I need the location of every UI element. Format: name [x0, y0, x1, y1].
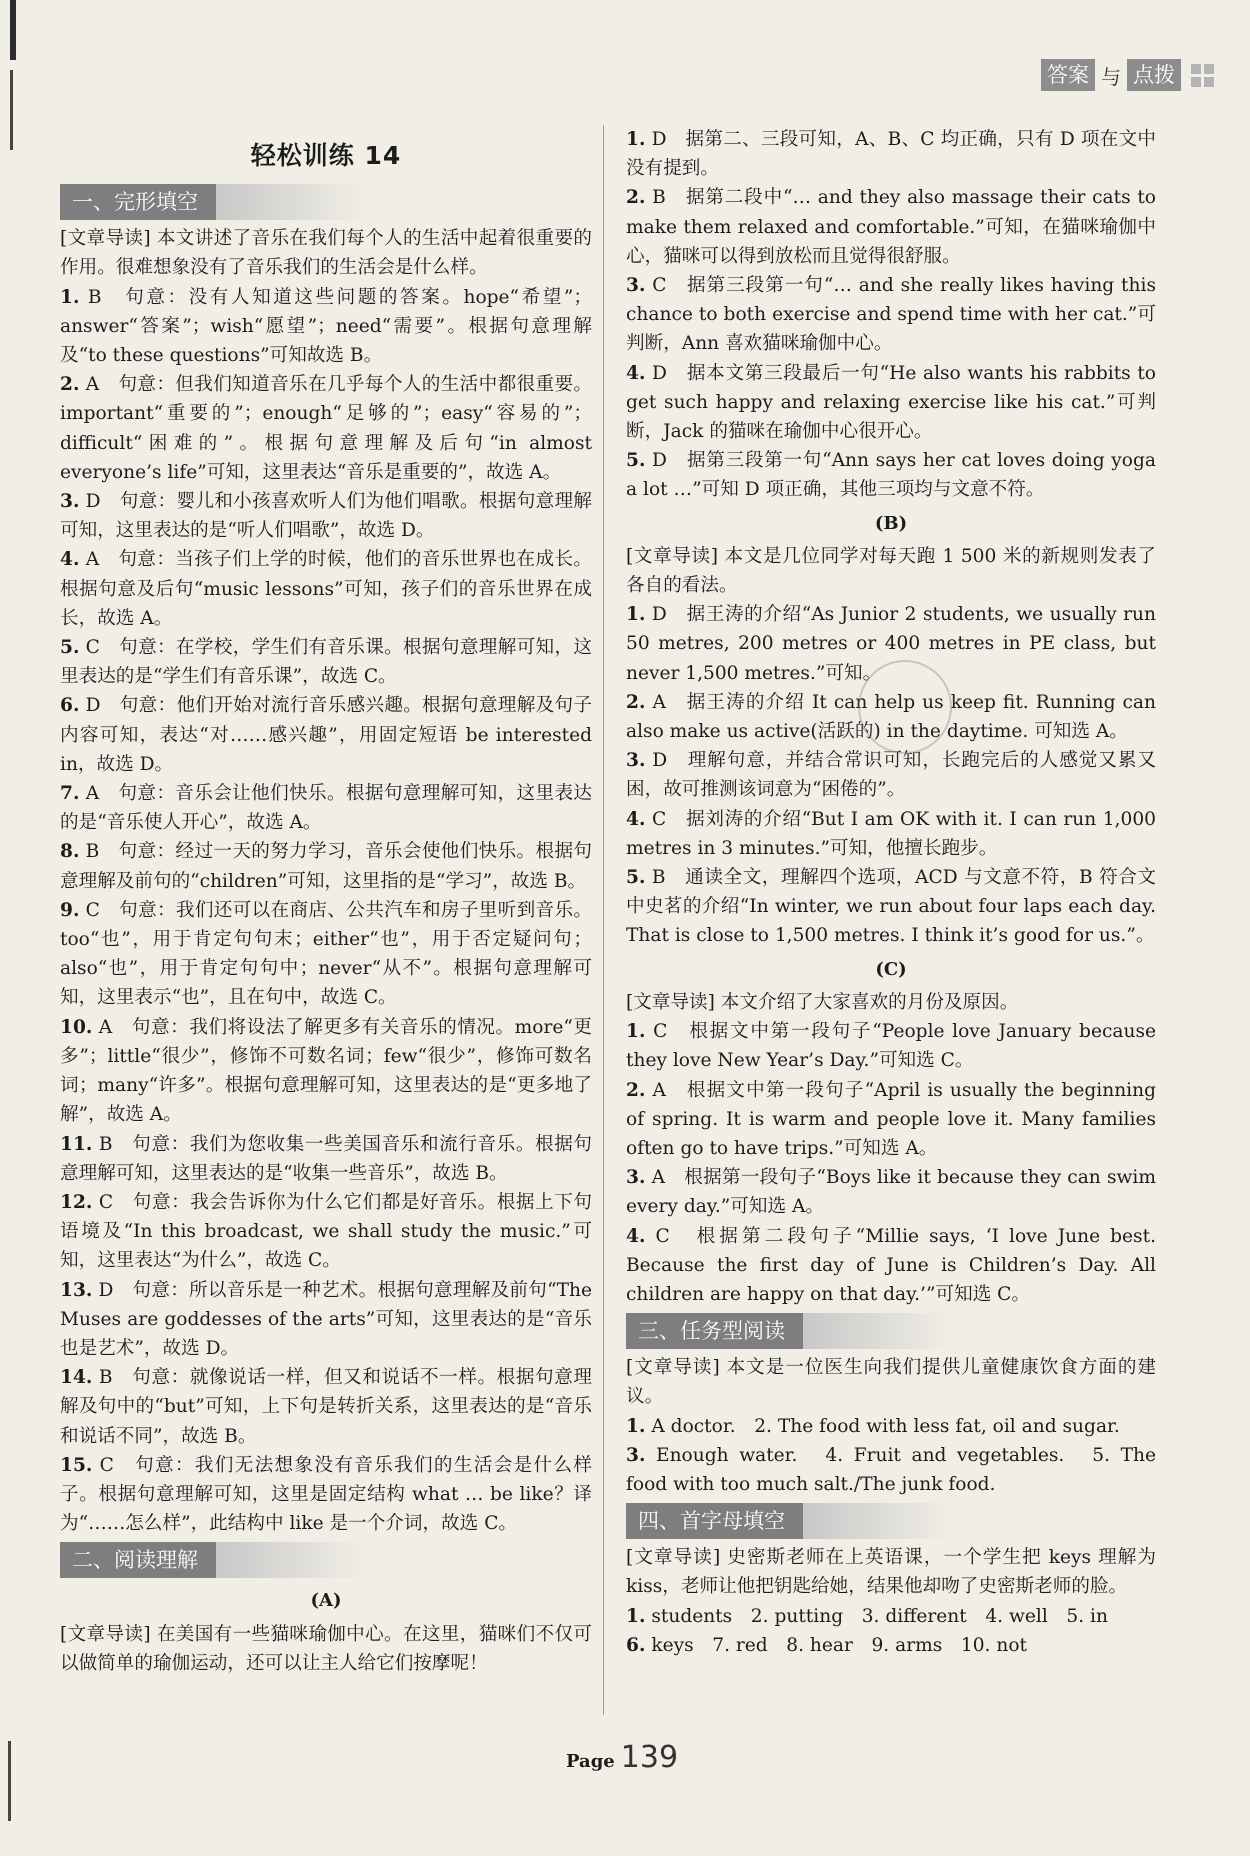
answer-text: C 根据第二段句子“Millie says, ‘I love June best. Because the first day of June is Children’s Day. All children are happy on that day.’”可知选 C。	[626, 1225, 1156, 1305]
answer-number: 3.	[626, 1444, 646, 1466]
subsection-heading: (A)	[310, 1590, 342, 1612]
section-heading: 四、首字母填空	[626, 1503, 803, 1539]
answer-text: A 根据文中第一段句子“April is usually the beginning of spring. It is warm and people love it. Many families often go to have trips.”可知选 A。	[626, 1079, 1156, 1159]
brand-right: 点拨	[1127, 59, 1181, 91]
answer-text: D 句意：他们开始对流行音乐感兴趣。根据句意理解及句子内容可知，表达“对……感兴趣”，用固定短语 be interested in，故选 D。	[60, 695, 592, 775]
page-word: Page	[566, 1751, 615, 1772]
answer-number: 14.	[60, 1367, 93, 1389]
answer-number: 6.	[60, 695, 80, 717]
answer-paragraph	[626, 1412, 1156, 1441]
brand-left: 答案	[1041, 59, 1095, 91]
answer-text: C 句意：我们无法想象没有音乐我们的生活会是什么样子。根据句意理解可知，这里是固定结构 what … be like？译为“……怎么样”，此结构中 like 是一个介词，故选 C。	[60, 1454, 592, 1535]
answer-paragraph	[626, 988, 1156, 1017]
answer-number: 2.	[60, 374, 80, 396]
answer-text: A 句意：当孩子们上学的时候，他们的音乐世界也在成长。根据句意及后句“music lessons”可知，孩子们的音乐世界在成长，故选 A。	[60, 549, 592, 629]
answer-text: students 2. putting 3. different 4. well 5. in	[645, 1605, 1108, 1627]
column-divider	[603, 125, 604, 1715]
answer-paragraph	[60, 691, 592, 779]
answer-text: B 句意：没有人知道这些问题的答案。hope“希望”；answer“答案”；wish“愿望”；need“需要”。根据句意理解及“to these questions”可知故选 B。	[60, 286, 592, 367]
answer-paragraph	[60, 224, 592, 282]
answer-paragraph	[60, 837, 592, 895]
page-number: 139	[620, 1740, 679, 1775]
answer-text: C 句意：我们还可以在商店、公共汽车和房子里听到音乐。too“也”，用于肯定句句末；either“也”，用于否定疑问句；also“也”，用于肯定句句中；never“从不”。根据句意理解可知，这里表示“也”，且在句中，故选 C。	[60, 899, 592, 1009]
answer-number: 15.	[60, 1454, 93, 1476]
answer-text: A 据王涛的介绍 It can help us keep fit. Running can also make us active(活跃的) in the daytime. 可知选 A。	[626, 691, 1156, 743]
scan-edge-mark	[10, 70, 13, 150]
answer-number: 2.	[626, 187, 646, 209]
answer-paragraph	[60, 1363, 592, 1451]
answer-paragraph	[626, 1441, 1156, 1499]
answer-paragraph	[60, 1013, 592, 1130]
answer-text: D 句意：所以音乐是一种艺术。根据句意理解及前句“The Muses are goddesses of the arts”可知，这里表达的是“音乐也是艺术”，故选 D。	[60, 1279, 592, 1359]
answer-text: A 根据第一段句子“Boys like it because they can swim every day.”可知选 A。	[626, 1167, 1156, 1218]
answer-paragraph	[626, 1163, 1156, 1221]
subsection-heading: (C)	[875, 958, 907, 980]
answer-paragraph	[60, 896, 592, 1013]
answer-text: D 据本文第三段最后一句“He also wants his rabbits to get such happy and relaxing exercise like his cat.”可判断，Jack 的猫咪在瑜伽中心很开心。	[626, 362, 1156, 443]
answer-paragraph	[60, 779, 592, 837]
answer-paragraph	[60, 1276, 592, 1364]
answer-number: 1.	[626, 1021, 646, 1043]
answer-number: 10.	[60, 1016, 93, 1038]
answer-number: 13.	[60, 1279, 93, 1301]
answer-paragraph	[626, 746, 1156, 804]
answer-paragraph	[60, 1620, 592, 1678]
answer-text: Enough water. 4. Fruit and vegetables. 5. The food with too much salt./The junk food.	[626, 1444, 1156, 1495]
answer-paragraph	[60, 545, 592, 633]
answer-paragraph	[626, 1222, 1156, 1310]
answer-paragraph	[626, 1076, 1156, 1164]
answer-text: C 句意：我会告诉你为什么它们都是好音乐。根据上下句语境及“In this broadcast, we shall study the music.”可知，这里表达“为什么”，故选 C。	[60, 1191, 592, 1272]
answer-text: A 句意：我们将设法了解更多有关音乐的情况。more“更多”；little“很少”，修饰不可数名词；few“很少”，修饰可数名词；many“许多”。根据句意理解可知，这里表达的是“更多地了解”，故选 A。	[60, 1016, 592, 1126]
answer-number: 2.	[626, 691, 646, 713]
section-heading: 三、任务型阅读	[626, 1313, 803, 1349]
answer-number: 6.	[626, 1634, 646, 1656]
answer-text: D 句意：婴儿和小孩喜欢听人们为他们唱歌。根据句意理解可知，这里表达的是“听人们唱歌”，故选 D。	[60, 491, 592, 542]
left-column	[60, 125, 592, 1678]
answer-number: 4.	[626, 1225, 646, 1247]
answer-paragraph	[60, 487, 592, 545]
answer-number: 1.	[60, 286, 80, 308]
answer-number: 8.	[60, 841, 80, 863]
answer-number: 9.	[60, 899, 80, 921]
answer-text: A 句意：但我们知道音乐在几乎每个人的生活中都很重要。important“重要的”；enough“足够的”；easy“容易的”；difficult“困难的”。根据句意理解及后句“in almost everyone’s life”可知，这里表达“音乐是重要的”，故选 A。	[60, 374, 592, 483]
answer-paragraph	[60, 1451, 592, 1539]
answer-text: B 句意：就像说话一样，但又和说话不一样。根据句意理解及句中的“but”可知，上下句是转折关系，这里表达的是“音乐和说话不同”，故选 B。	[60, 1367, 592, 1447]
answer-text: [文章导读] 本文是几位同学对每天跑 1 500 米的新规则发表了各自的看法。	[626, 545, 1156, 597]
answer-text: C 句意：在学校，学生们有音乐课。根据句意理解可知，这里表达的是“学生们有音乐课”，故选 C。	[60, 637, 592, 688]
answer-paragraph	[626, 271, 1156, 359]
left-column-content	[60, 180, 592, 1678]
answer-number: 4.	[626, 808, 646, 830]
answer-text: B 句意：经过一天的努力学习，音乐会使他们快乐。根据句意理解及前句的“children”可知，这里指的是“学习”，故选 B。	[60, 841, 592, 892]
section-heading-row	[626, 1309, 1156, 1353]
answer-paragraph	[626, 542, 1156, 600]
subsection-heading: (B)	[874, 512, 908, 534]
answer-paragraph	[60, 370, 592, 487]
answer-paragraph	[626, 1602, 1156, 1631]
answer-paragraph	[60, 283, 592, 371]
answer-paragraph	[626, 805, 1156, 863]
answer-text: [文章导读] 本文是一位医生向我们提供儿童健康饮食方面的建议。	[626, 1357, 1156, 1408]
answer-text: B 通读全文，理解四个选项，ACD 与文意不符，B 符合文中史茗的介绍“In winter, we run about four laps each day. That is close to 1,500 metres. I think it’s good for us.”。	[626, 867, 1156, 947]
answer-paragraph	[626, 183, 1156, 271]
section-heading-row	[60, 1538, 592, 1582]
answer-text: A doctor. 2. The food with less fat, oil and sugar.	[645, 1415, 1120, 1437]
answer-text: D 理解句意，并结合常识可知，长跑完后的人感觉又累又困，故可推测该词意为“困倦的”。	[626, 750, 1156, 801]
answer-number: 7.	[60, 783, 80, 805]
scan-edge-mark	[8, 1741, 11, 1821]
answer-text: B 句意：我们为您收集一些美国音乐和流行音乐。根据句意理解可知，这里表达的是“收集一些音乐”，故选 B。	[60, 1133, 592, 1184]
answer-paragraph	[626, 359, 1156, 447]
answer-paragraph	[626, 1543, 1156, 1601]
answer-paragraph	[626, 446, 1156, 504]
answer-paragraph	[626, 1017, 1156, 1075]
answer-number: 1.	[626, 604, 646, 626]
answer-number: 1.	[626, 1605, 646, 1627]
section-heading: 一、完形填空	[60, 184, 216, 220]
answer-paragraph	[60, 1130, 592, 1188]
answer-text: keys 7. red 8. hear 9. arms 10. not	[645, 1634, 1027, 1656]
answer-number: 5.	[626, 450, 646, 472]
page-footer	[566, 1740, 678, 1775]
answer-paragraph	[626, 125, 1156, 183]
answer-text: [文章导读] 史密斯老师在上英语课，一个学生把 keys 理解为 kiss，老师让他把钥匙给她，结果他却吻了史密斯老师的脸。	[626, 1547, 1156, 1598]
answer-text: D 据王涛的介绍“As Junior 2 students, we usually run 50 metres, 200 metres or 400 metres in PE class, but never 1,500 metres.”可知。	[626, 604, 1156, 684]
answer-number: 3.	[626, 750, 646, 772]
brand-mid: 与	[1101, 64, 1121, 89]
section-heading-row	[60, 180, 592, 224]
answer-text: D 据第三段第一句“Ann says her cat loves doing yoga a lot …”可知 D 项正确，其他三项均与文意不符。	[626, 450, 1156, 501]
answer-text: [文章导读] 在美国有一些猫咪瑜伽中心。在这里，猫咪们不仅可以做简单的瑜伽运动，还可以让主人给它们按摩呢！	[60, 1623, 592, 1674]
answer-number: 4.	[626, 362, 646, 384]
section-heading: 二、阅读理解	[60, 1542, 216, 1578]
right-column-content	[626, 125, 1156, 1660]
brand-squares-icon	[1191, 64, 1214, 87]
answer-number: 5.	[60, 637, 80, 659]
scan-edge-mark	[10, 0, 16, 60]
answer-text: [文章导读] 本文介绍了大家喜欢的月份及原因。	[626, 991, 1019, 1013]
answer-number: 11.	[60, 1133, 93, 1155]
answer-number: 4.	[60, 549, 80, 571]
answer-number: 5.	[626, 867, 646, 889]
answer-paragraph	[626, 1353, 1156, 1411]
answer-number: 1.	[626, 129, 646, 150]
section-heading-row	[626, 1499, 1156, 1543]
answer-text: D 据第二、三段可知，A、B、C 均正确，只有 D 项在文中没有提到。	[626, 129, 1156, 180]
answer-paragraph	[60, 1188, 592, 1276]
page-title: 轻松训练 14	[250, 141, 402, 170]
answer-number: 3.	[626, 1167, 646, 1189]
answer-text: B 据第二段中“… and they also massage their cats to make them relaxed and comfortable.”可知，在猫咪瑜伽中心，猫咪可以得到放松而且觉得很舒服。	[626, 187, 1156, 267]
answer-number: 3.	[626, 275, 646, 297]
answer-number: 3.	[60, 491, 80, 513]
answer-text: [文章导读] 本文讲述了音乐在我们每个人的生活中起着很重要的作用。很难想象没有了音乐我们的生活会是什么样。	[60, 228, 592, 279]
right-column	[626, 125, 1156, 1660]
brand-header	[1041, 58, 1214, 92]
answer-text: C 据刘涛的介绍“But I am OK with it. I can run 1,000 metres in 3 minutes.”可知，他擅长跑步。	[626, 808, 1156, 859]
answer-paragraph	[626, 1631, 1156, 1660]
answer-paragraph	[626, 863, 1156, 951]
answer-text: C 据第三段第一句“… and she really likes having this chance to both exercise and spend time with her cat.”可判断，Ann 喜欢猫咪瑜伽中心。	[626, 275, 1156, 355]
answer-number: 1.	[626, 1415, 646, 1437]
answer-paragraph	[60, 633, 592, 691]
answer-number: 12.	[60, 1191, 93, 1213]
answer-text: A 句意：音乐会让他们快乐。根据句意理解可知，这里表达的是“音乐使人开心”，故选 A。	[60, 783, 592, 834]
answer-text: C 根据文中第一段句子“People love January because they love New Year’s Day.”可知选 C。	[626, 1021, 1156, 1072]
answer-number: 2.	[626, 1079, 646, 1101]
